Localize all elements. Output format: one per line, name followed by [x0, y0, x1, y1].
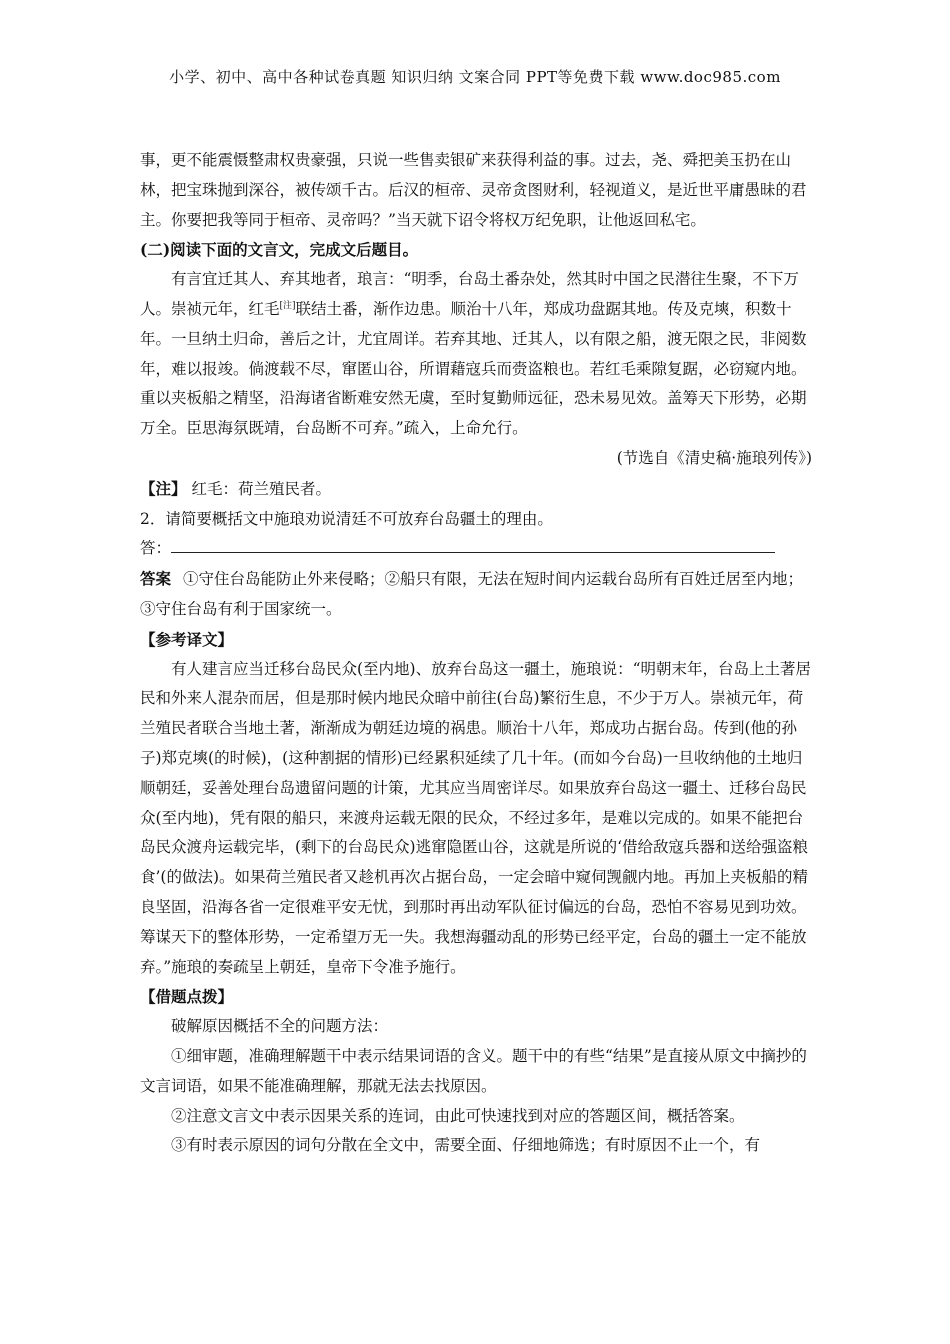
classical-passage [140, 265, 812, 444]
answer-text: ①守住台岛能防止外来侵略；②船只有限，无法在短时间内运载台岛所有百姓迁居至内地；③守住台岛有利于国家统一。 [140, 570, 804, 618]
note [140, 474, 812, 505]
translation-paragraph: 有人建言应当迁移台岛民众(至内地)、放弃台岛这一疆土，施琅说：“明朝末年，台岛上土著居民和外来人混杂而居，但是那时候内地民众暗中前往(台岛)繁衍生息，不少于万人。崇祯元年，荷兰殖民者联合当地土著，渐渐成为朝廷边境的祸患。顺治十八年，郑成功占据台岛。传到(他的孙子)郑克塽(的时候)，(这种割据的情形)已经累积延续了几十年。(而如今台岛)一旦收纳他的土地归顺朝廷，妥善处理台岛遗留问题的计策，尤其应当周密详尽。如果放弃台岛这一疆土、迁移台岛民众(至内地)，凭有限的船只，来渡舟运载无限的民众，不经过多年，是难以完成的。如果不能把台岛民众渡舟运载完毕，(剩下的台岛民众)逃窜隐匿山谷，这就是所说的‘借给敌寇兵器和送给强盗粮食’(的做法)。如果荷兰殖民者又趁机再次占据台岛，一定会暗中窥伺觊觎内地。再加上夹板船的精良坚固，沿海各省一定很难平安无忧，到那时再出动军队征讨偏远的台岛，恐怕不容易见到功效。筹谋天下的整体形势，一定希望万无一失。我想海疆动乱的形势已经平定，台岛的疆土一定不能放弃。”施琅的奏疏呈上朝廷，皇帝下令准予施行。 [140, 659, 812, 976]
section-heading: (二)阅读下面的文言文，完成文后题目。 [140, 240, 419, 260]
answer-blank-line [140, 534, 812, 564]
tip-intro: 破解原因概括不全的问题方法： [171, 1017, 389, 1036]
note-text: 红毛：荷兰殖民者。 [191, 479, 331, 498]
document-body [140, 146, 812, 1161]
intro-paragraph: 事，更不能震慑整肃权贵豪强，只说一些售卖银矿来获得利益的事。过去，尧、舜把美玉扔在山林，把宝珠抛到深谷，被传颂千古。后汉的桓帝、灵帝贪图财利，轻视道义，是近世平庸愚昧的君主。你要把我等同于桓帝、灵帝吗？”当天就下诏令将权万纪免职，让他返回私宅。 [140, 151, 807, 229]
passage-part-b: 联结土番，渐作边患。顺治十八年，郑成功盘踞其地。传及克塽，积数十年。一旦纳土归命，善后之计，尤宜周详。若弃其地、迁其人，以有限之船，渡无限之民，非阅数年，难以报竣。倘渡载不尽，窜匿山谷，所谓藉寇兵而赍盗粮也。若红毛乘隙复踞，必窃窥内地。重以夹板船之精坚，沿海诸省断难安然无虞，至时复勤师远征，恐未易见效。盖筹天下形势，必期万全。臣思海氛既靖，台岛断不可弃。”疏入，上命允行。 [140, 299, 807, 438]
answer-prompt: 答： [140, 539, 172, 558]
note-label: 【注】 [140, 478, 187, 498]
tip-item: ①细审题，准确理解题干中表示结果词语的含义。题干中的有些“结果”是直接从原文中摘抄的文言词语，如果不能准确理解，那就无法去找原因。 [140, 1046, 807, 1095]
translation-heading: 【参考译文】 [140, 629, 234, 649]
answer-underline[interactable] [171, 536, 775, 553]
answer-label: 答案 [140, 569, 172, 589]
note-mark: [注] [279, 300, 296, 311]
tip-heading: 【借题点拨】 [140, 987, 234, 1007]
question: 2．请简要概括文中施琅劝说清廷不可放弃台岛疆土的理由。 [140, 509, 553, 528]
passage-part-a: 有言宜迁其人、弃其地者，琅言：“明季，台岛土番杂处，然其时中国之民潜往生聚，不下万人。崇祯元年，红毛 [140, 270, 799, 318]
page-header: 小学、初中、高中各种试卷真题 知识归纳 文案合同 PPT等免费下载 www.doc985.com [169, 68, 781, 86]
passage-source: (节选自《清史稿·施琅列传》) [616, 448, 812, 467]
tip-item: ③有时表示原因的词句分散在全文中，需要全面、仔细地筛选；有时原因不止一个，有 [171, 1136, 761, 1155]
answer [140, 564, 812, 625]
tip-item: ②注意文言文中表示因果关系的连词，由此可快速找到对应的答题区间，概括答案。 [171, 1106, 745, 1125]
